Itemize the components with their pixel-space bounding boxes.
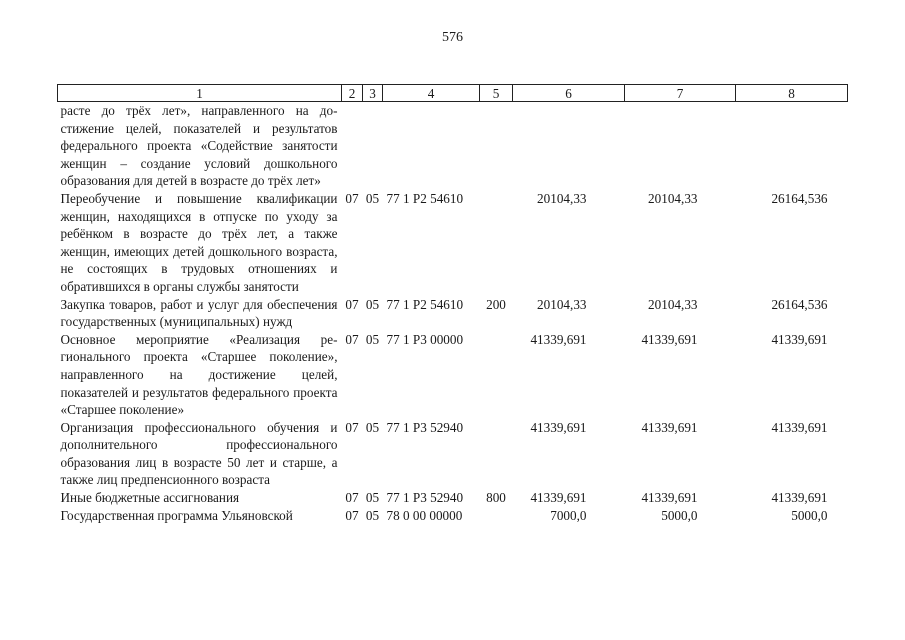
amount-col-7	[625, 102, 736, 190]
amount-col-6: 41339,691	[530, 490, 587, 506]
target-article-code	[383, 102, 480, 190]
amount-col-7: 20104,33	[648, 296, 698, 312]
subsection-code: 05	[365, 296, 380, 312]
expense-type-code	[480, 507, 513, 525]
page-number: 576	[442, 30, 463, 45]
row-name: Переобучение и повышение квалификации женщин, находящихся в отпуске по уходу за ребёнком в возрасте до трёх лет, а также женщин, имеющих детей дошкольного возраста, не состоящих в трудовых отношениях и обратившихся в органы службы занятости	[60, 190, 338, 294]
amount-col-8: 41339,691	[771, 490, 828, 506]
table-row	[58, 102, 848, 190]
column-header: 2	[342, 85, 363, 102]
target-article-code: 78 0 00 00000	[386, 507, 463, 523]
column-header: 7	[625, 85, 736, 102]
amount-col-8: 5000,0	[791, 507, 828, 523]
subsection-code: 05	[365, 507, 380, 523]
column-header: 5	[480, 85, 513, 102]
amount-col-6: 20104,33	[537, 296, 587, 312]
section-code: 07	[345, 331, 359, 347]
amount-col-8: 41339,691	[771, 419, 828, 435]
amount-col-7: 41339,691	[641, 419, 698, 435]
target-article-code: 77 1 P2 54610	[386, 190, 464, 206]
target-article-code: 77 1 P3 52940	[386, 490, 464, 506]
expense-type-code: 800	[486, 490, 506, 506]
row-name: Иные бюджетные ассигнования	[60, 490, 240, 506]
expense-type-code	[480, 419, 513, 489]
amount-col-8: 26164,536	[771, 190, 828, 206]
table-row	[58, 190, 848, 296]
section-code: 07	[345, 507, 359, 523]
amount-col-6: 41339,691	[530, 419, 587, 435]
amount-col-7: 5000,0	[661, 507, 698, 523]
amount-col-8	[736, 102, 848, 190]
table-row	[58, 419, 848, 489]
subsection-code: 05	[365, 190, 380, 206]
column-header: 3	[363, 85, 383, 102]
subsection-code: 05	[365, 419, 380, 435]
table-row	[58, 296, 848, 331]
subsection-code: 05	[365, 331, 380, 347]
target-article-code: 77 1 P3 52940	[386, 419, 464, 435]
row-name: Организация профессионального обучения и дополнительного профессионального образования лиц в возрасте 50 лет и старше, а также лиц предпенсионного возраста	[60, 419, 338, 488]
target-article-code: 77 1 P2 54610	[386, 296, 464, 312]
table-row	[58, 507, 848, 525]
expense-type-code	[480, 102, 513, 190]
row-name: Государственная программа Ульяновской	[60, 507, 293, 523]
amount-col-6	[513, 102, 625, 190]
column-header: 1	[58, 85, 342, 102]
section-code: 07	[345, 419, 359, 435]
budget-table	[57, 84, 848, 524]
amount-col-8: 41339,691	[771, 331, 828, 347]
table-row	[58, 331, 848, 419]
section-code	[342, 102, 363, 190]
column-header: 4	[383, 85, 480, 102]
expense-type-code	[480, 190, 513, 296]
column-header: 6	[513, 85, 625, 102]
amount-col-7: 41339,691	[641, 490, 698, 506]
amount-col-7: 41339,691	[641, 331, 698, 347]
section-code: 07	[345, 190, 359, 206]
column-header: 8	[736, 85, 848, 102]
amount-col-6: 41339,691	[530, 331, 587, 347]
subsection-code	[363, 102, 383, 190]
table-row	[58, 489, 848, 507]
row-name: Закупка товаров, работ и услуг для обеспечения государственных (муниципальных) нужд	[60, 296, 338, 330]
subsection-code: 05	[365, 490, 380, 506]
amount-col-6: 20104,33	[537, 190, 587, 206]
expense-type-code	[480, 331, 513, 419]
section-code: 07	[345, 490, 359, 506]
expense-type-code: 200	[486, 296, 506, 312]
target-article-code: 77 1 P3 00000	[386, 331, 464, 347]
row-name: Основное мероприятие «Реализация регионального проекта «Старшее поколение», направленного на достижение целей, показателей и результатов федерального проекта «Старшее поколение»	[60, 331, 338, 418]
row-name: расте до трёх лет», направленного на достижение целей, показателей и результатов федерального проекта «Содействие занятости женщин – создание условий дошкольного образования для детей в возрасте до трёх лет»	[60, 103, 338, 189]
column-number-header-row	[58, 85, 848, 102]
section-code: 07	[345, 296, 359, 312]
amount-col-6: 7000,0	[550, 507, 587, 523]
amount-col-8: 26164,536	[771, 296, 828, 312]
amount-col-7: 20104,33	[648, 190, 698, 206]
